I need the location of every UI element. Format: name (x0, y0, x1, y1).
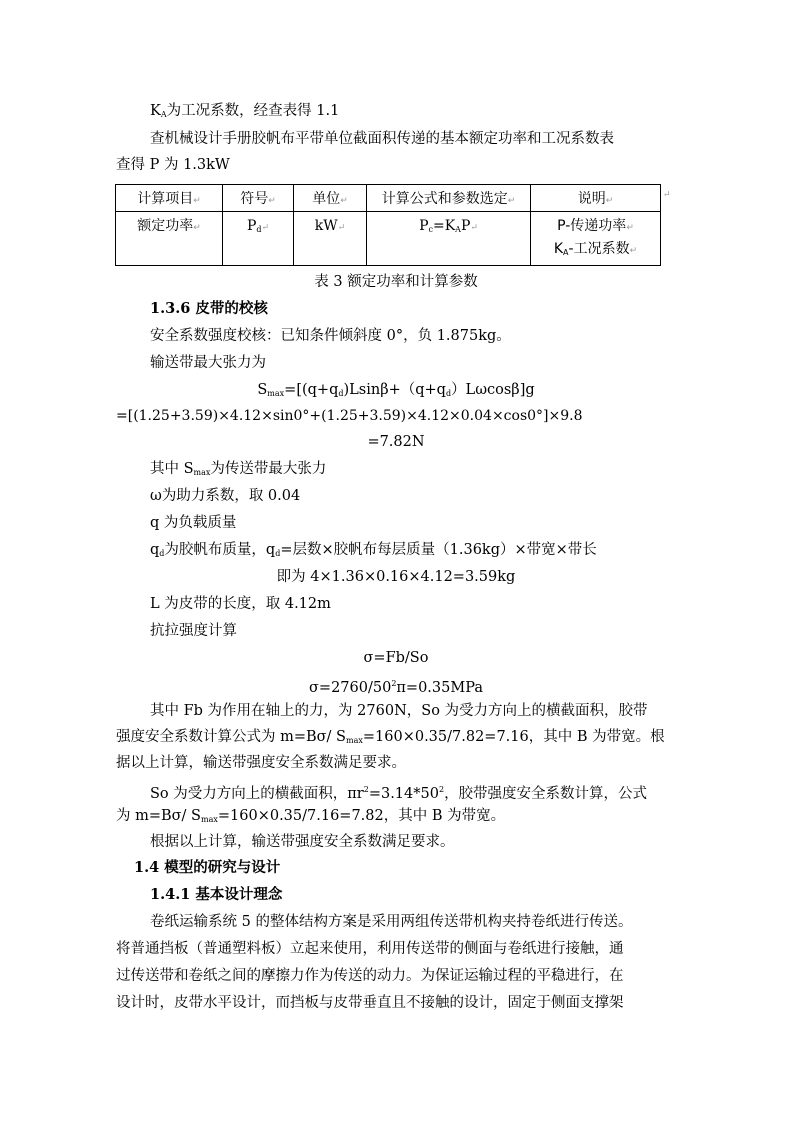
table-cell-item: 额定功率↵ (116, 212, 223, 266)
section-heading-1-4-1: 1.4.1 基本设计理念 (150, 886, 283, 903)
paragraph-line: 强度安全系数计算公式为 m=Bσ/ $S_{max}=160\times 0.35/7.82=7.16$，其中 B 为带宽。根 (116, 729, 665, 745)
section-heading-1-3-6: 1.3.6 皮带的校核 (150, 300, 268, 317)
definition-qd-value: 即为 4×1.36×0.16×4.12=3.59kg (276, 569, 516, 585)
equation-result: =7.82N (367, 434, 425, 450)
table-header-cell: 符号↵ (223, 185, 294, 212)
rated-power-table (115, 184, 661, 266)
ka-line: $K_A$为工况系数，经查表得 1.1 (150, 103, 340, 119)
paragraph-line: 据以上计算，输送带强度安全系数满足要求。 (116, 755, 406, 771)
table-row (116, 212, 661, 266)
paragraph-line: 卷纸运输系统 5 的整体结构方案是采用两组传送带机构夹持卷纸进行传送。 (150, 914, 633, 930)
paragraph-line: 将普通挡板（普通塑料板）立起来使用，利用传送带的侧面与卷纸进行接触，通 (116, 941, 624, 957)
definition-smax: 其中 $S_{max}$为传送带最大张力 (150, 461, 327, 477)
table-header-row (116, 185, 661, 212)
max-tension-title: 输送带最大张力为 (150, 355, 266, 371)
paragraph-line: 过传送带和卷纸之间的摩擦力作为传送的动力。为保证运输过程的平稳进行，在 (116, 968, 624, 984)
table-header-cell: 计算项目↵ (116, 185, 223, 212)
equation-substitution: =[(1.25+3.59)×4.12×sin0°+(1.25+3.59)×4.12×0.04×cos0°]×9.8 (116, 408, 583, 424)
definition-omega: ω为助力系数，取 0.04 (150, 488, 301, 504)
power-result-line: 查得 P 为 1.3kW (116, 157, 230, 173)
table-cell-formula: $P_c=K_AP↵$ (367, 212, 531, 266)
table-cell-note: P-传递功率↵ $K_A-$工况系数↵ (531, 212, 661, 266)
section-heading-1-4: 1.4 模型的研究与设计 (134, 859, 281, 876)
tensile-title: 抗拉强度计算 (150, 623, 237, 639)
table-row-mark: ↵ (663, 190, 671, 200)
equation-sigma: σ=Fb/So (363, 650, 429, 666)
paragraph-line: 设计时，皮带水平设计，而挡板与皮带垂直且不接触的设计，固定于侧面支撑架 (116, 995, 624, 1011)
table-caption: 表 3 额定功率和计算参数 (314, 274, 478, 290)
equation-smax: $S_{max}=[(q+q_d)Lsin\beta+(q+q_d)L\omega\cos\beta]g$ (257, 382, 535, 398)
equation-sigma-value: $\sigma=2760/50^2\pi=0.35MPa$ (309, 679, 483, 696)
definition-l: L 为皮带的长度，取 4.12m (150, 596, 331, 612)
paragraph-line: 其中 Fb 为作用在轴上的力，为 2760N，So 为受力方向上的横截面积，胶带 (150, 703, 648, 719)
table-header-cell: 说明↵ (531, 185, 661, 212)
manual-lookup-line: 查机械设计手册胶帆布平带单位截面积传递的基本额定功率和工况系数表 (150, 131, 614, 147)
table-cell-unit: kW↵ (294, 212, 367, 266)
table-cell-symbol: $P_d↵$ (223, 212, 294, 266)
paragraph-line: 为 m=Bσ/ $S_{max}=160\times 0.35/7.16=7.82$，其中 B 为带宽。 (116, 808, 506, 824)
table-header-cell: 计算公式和参数选定↵ (367, 185, 531, 212)
definition-q: q 为负载质量 (150, 515, 237, 531)
table-header-cell: 单位↵ (294, 185, 367, 212)
safety-check-line: 安全系数强度校核：已知条件倾斜度 0°，负 1.875kg。 (150, 328, 511, 344)
paragraph-line: So 为受力方向上的横截面积，$\pi r^2=3.14*50^2$，胶带强度安全系数计算，公式 (150, 785, 648, 802)
definition-qd: $q_d$为胶帆布质量，$q_d=$层数×胶帆布每层质量（1.36kg）×带宽×带长 (150, 542, 597, 558)
paragraph-line: 根据以上计算，输送带强度安全系数满足要求。 (150, 834, 455, 850)
